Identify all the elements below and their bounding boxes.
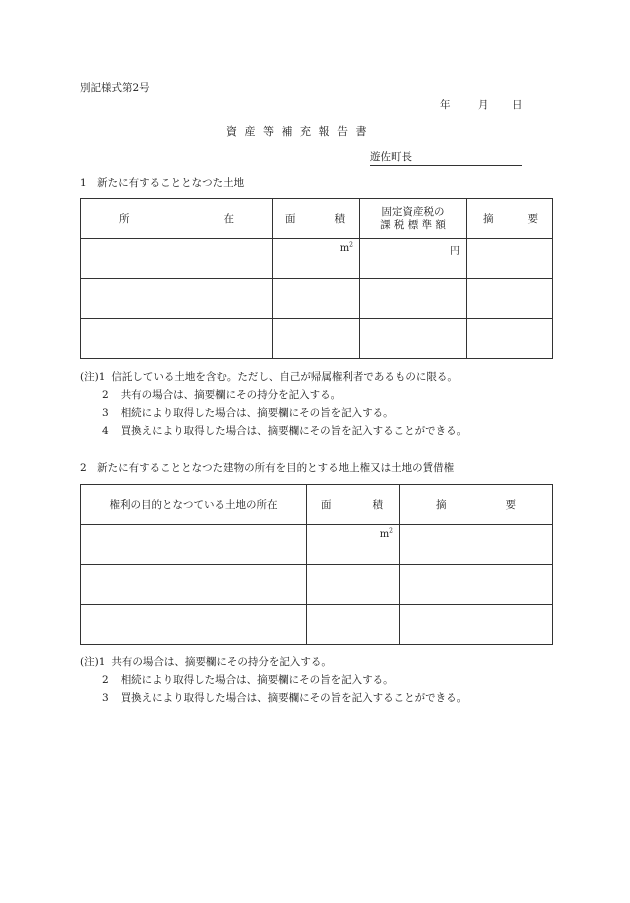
note-1: (注)1 信託している土地を含む。ただし、自己が帰属権利者であるものに限る。 [80,371,458,383]
table-row [81,565,553,605]
remarks-header: 摘 要 [467,199,553,239]
area-cell[interactable] [307,525,400,565]
date-month-label: 月 [478,99,489,111]
purpose-location-header: 権利の目的となつている土地の所在 [81,485,307,525]
table-row [81,279,553,319]
table-row [81,239,553,279]
date-day-label: 日 [512,99,523,111]
section2-heading: 2 新たに有することとなつた建物の所有を目的とする地上権又は土地の賃借権 [80,462,455,474]
land-table-header [81,199,553,239]
remarks-cell[interactable] [400,525,553,565]
remarks-cell[interactable] [467,239,553,279]
area-header: 面 積 [273,199,360,239]
lease-table [80,484,553,645]
area-cell[interactable] [273,279,360,319]
remarks-cell[interactable] [467,319,553,359]
tax-base-header: 固定資産税の 課 税 標 準 額 [360,199,467,239]
location-cell[interactable] [81,239,273,279]
remarks-cell[interactable] [400,565,553,605]
location-header: 所 在 [81,199,273,239]
yen-unit: 円 [450,246,460,257]
land-table [80,198,553,359]
location-cell[interactable] [81,319,273,359]
tax-base-cell[interactable] [360,319,467,359]
area-unit: $m^2$ [339,242,353,255]
table-row [81,525,553,565]
area-unit: $m^2$ [379,528,393,541]
remarks-header: 摘 要 [400,485,553,525]
table-row [81,319,553,359]
addressee: 遊佐町長 [370,151,412,163]
purpose-location-cell[interactable] [81,525,307,565]
note-3: 3 相続により取得した場合は、摘要欄にその旨を記入する。 [102,407,394,419]
area-cell[interactable] [273,239,360,279]
area-header: 面 積 [307,485,400,525]
page-title: 資 産 等 補 充 報 告 書 [226,125,369,138]
remarks-cell[interactable] [467,279,553,319]
area-cell[interactable] [273,319,360,359]
purpose-location-cell[interactable] [81,565,307,605]
section1-heading: 1 新たに有することとなつた土地 [80,177,245,189]
area-cell[interactable] [307,605,400,645]
note-2: 2 相続により取得した場合は、摘要欄にその旨を記入する。 [102,674,394,686]
addressee-line[interactable] [370,152,522,166]
table-row [81,605,553,645]
tax-base-cell[interactable] [360,279,467,319]
purpose-location-cell[interactable] [81,605,307,645]
note-2: 2 共有の場合は、摘要欄にその持分を記入する。 [102,389,342,401]
tax-base-cell[interactable] [360,239,467,279]
area-cell[interactable] [307,565,400,605]
lease-table-header [81,485,553,525]
remarks-cell[interactable] [400,605,553,645]
form-number: 別記様式第2号 [80,82,150,94]
date-year-label: 年 [440,99,451,111]
note-4: 4 買換えにより取得した場合は、摘要欄にその旨を記入することができる。 [102,425,468,437]
note-3: 3 買換えにより取得した場合は、摘要欄にその旨を記入することができる。 [102,692,468,704]
note-1: (注)1 共有の場合は、摘要欄にその持分を記入する。 [80,656,332,668]
location-cell[interactable] [81,279,273,319]
